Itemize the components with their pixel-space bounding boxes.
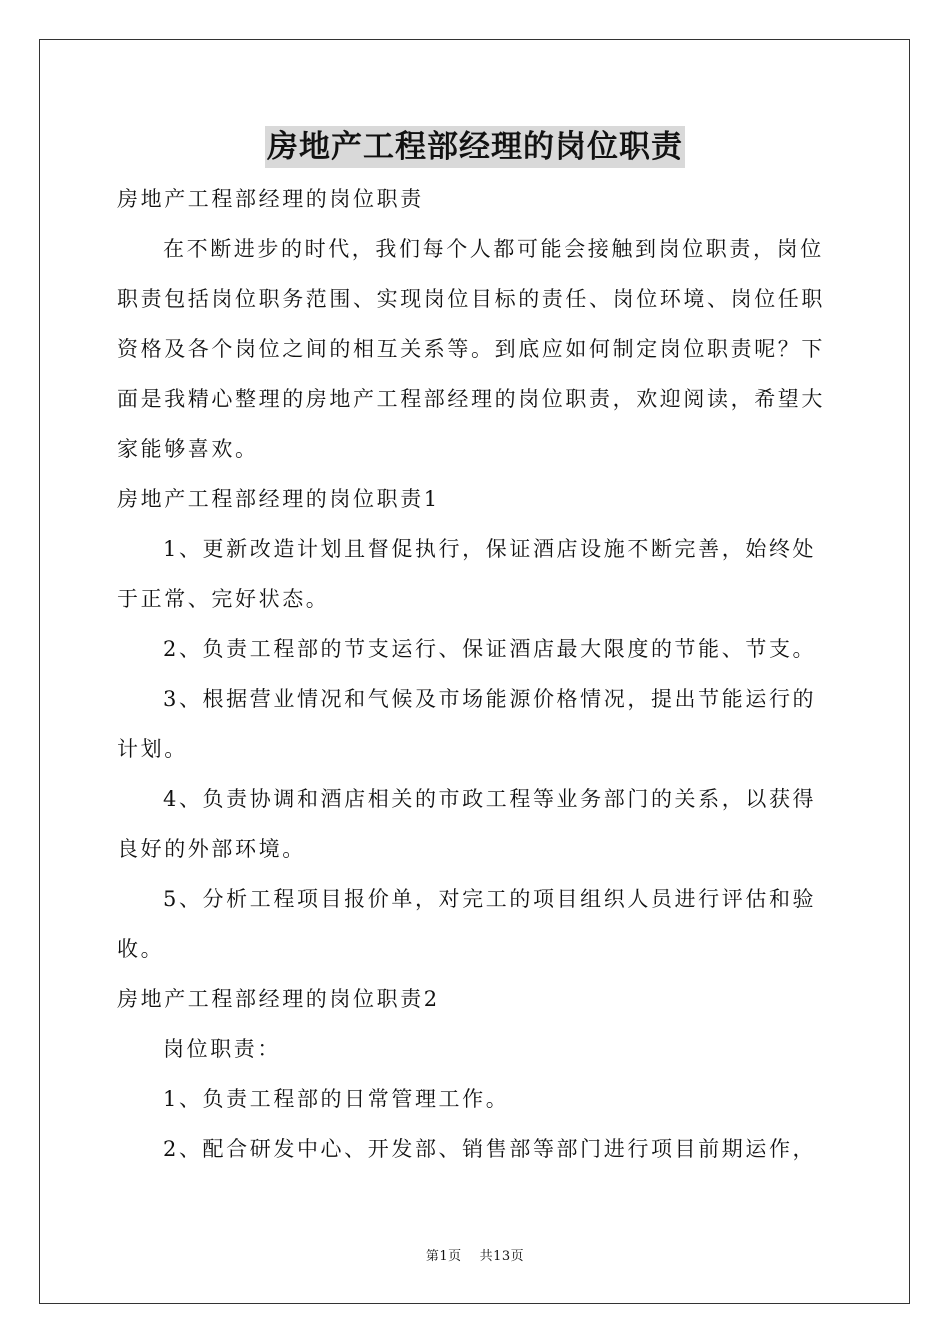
section-heading (117, 974, 833, 1024)
paragraph-line: 资格及各个岗位之间的相互关系等。到底应如何制定岗位职责呢？下 (117, 337, 825, 361)
paragraph-line: 岗位职责： (163, 1037, 281, 1061)
paragraph-line: 计划。 (117, 737, 188, 761)
section-heading (117, 474, 833, 524)
page-footer (0, 1247, 950, 1267)
paragraph-line: 1、负责工程部的日常管理工作。 (163, 1087, 510, 1111)
paragraph-line: 3、根据营业情况和气候及市场能源价格情况，提出节能运行的 (163, 687, 817, 711)
paragraph-line: 家能够喜欢。 (117, 437, 259, 461)
list-item (117, 774, 833, 874)
list-item (117, 1124, 833, 1174)
title-wrap (117, 126, 833, 168)
page-total: 共13页 (479, 1249, 525, 1264)
paragraph-line: 4、负责协调和酒店相关的市政工程等业务部门的关系，以获得 (163, 787, 817, 811)
list-item (117, 1074, 833, 1124)
intro-paragraph (117, 224, 833, 474)
page-number: 第1页 (425, 1249, 462, 1264)
paragraph-line: 收。 (117, 937, 165, 961)
list-item (117, 874, 833, 974)
paragraph-line: 5、分析工程项目报价单，对完工的项目组织人员进行评估和验 (163, 887, 817, 911)
paragraph-line: 1、更新改造计划且督促执行，保证酒店设施不断完善，始终处 (163, 537, 817, 561)
paragraph-line: 2、负责工程部的节支运行、保证酒店最大限度的节能、节支。 (163, 637, 817, 661)
subheading (117, 1024, 833, 1074)
paragraph-line: 良好的外部环境。 (117, 837, 306, 861)
paragraph-line: 职责包括岗位职务范围、实现岗位目标的责任、岗位环境、岗位任职 (117, 287, 825, 311)
section-heading (117, 174, 833, 224)
paragraph-line: 于正常、完好状态。 (117, 587, 330, 611)
paragraph-line: 在不断进步的时代，我们每个人都可能会接触到岗位职责，岗位 (163, 237, 824, 261)
document-title: 房地产工程部经理的岗位职责 (265, 126, 685, 168)
paragraph-line: 房地产工程部经理的岗位职责2 (117, 987, 440, 1011)
list-item (117, 524, 833, 624)
list-item (117, 624, 833, 674)
paragraph-line: 房地产工程部经理的岗位职责1 (117, 487, 440, 511)
paragraph-line: 2、配合研发中心、开发部、销售部等部门进行项目前期运作， (163, 1137, 817, 1161)
paragraph-line: 房地产工程部经理的岗位职责 (117, 187, 424, 211)
list-item (117, 674, 833, 774)
paragraph-line: 面是我精心整理的房地产工程部经理的岗位职责，欢迎阅读，希望大 (117, 387, 825, 411)
